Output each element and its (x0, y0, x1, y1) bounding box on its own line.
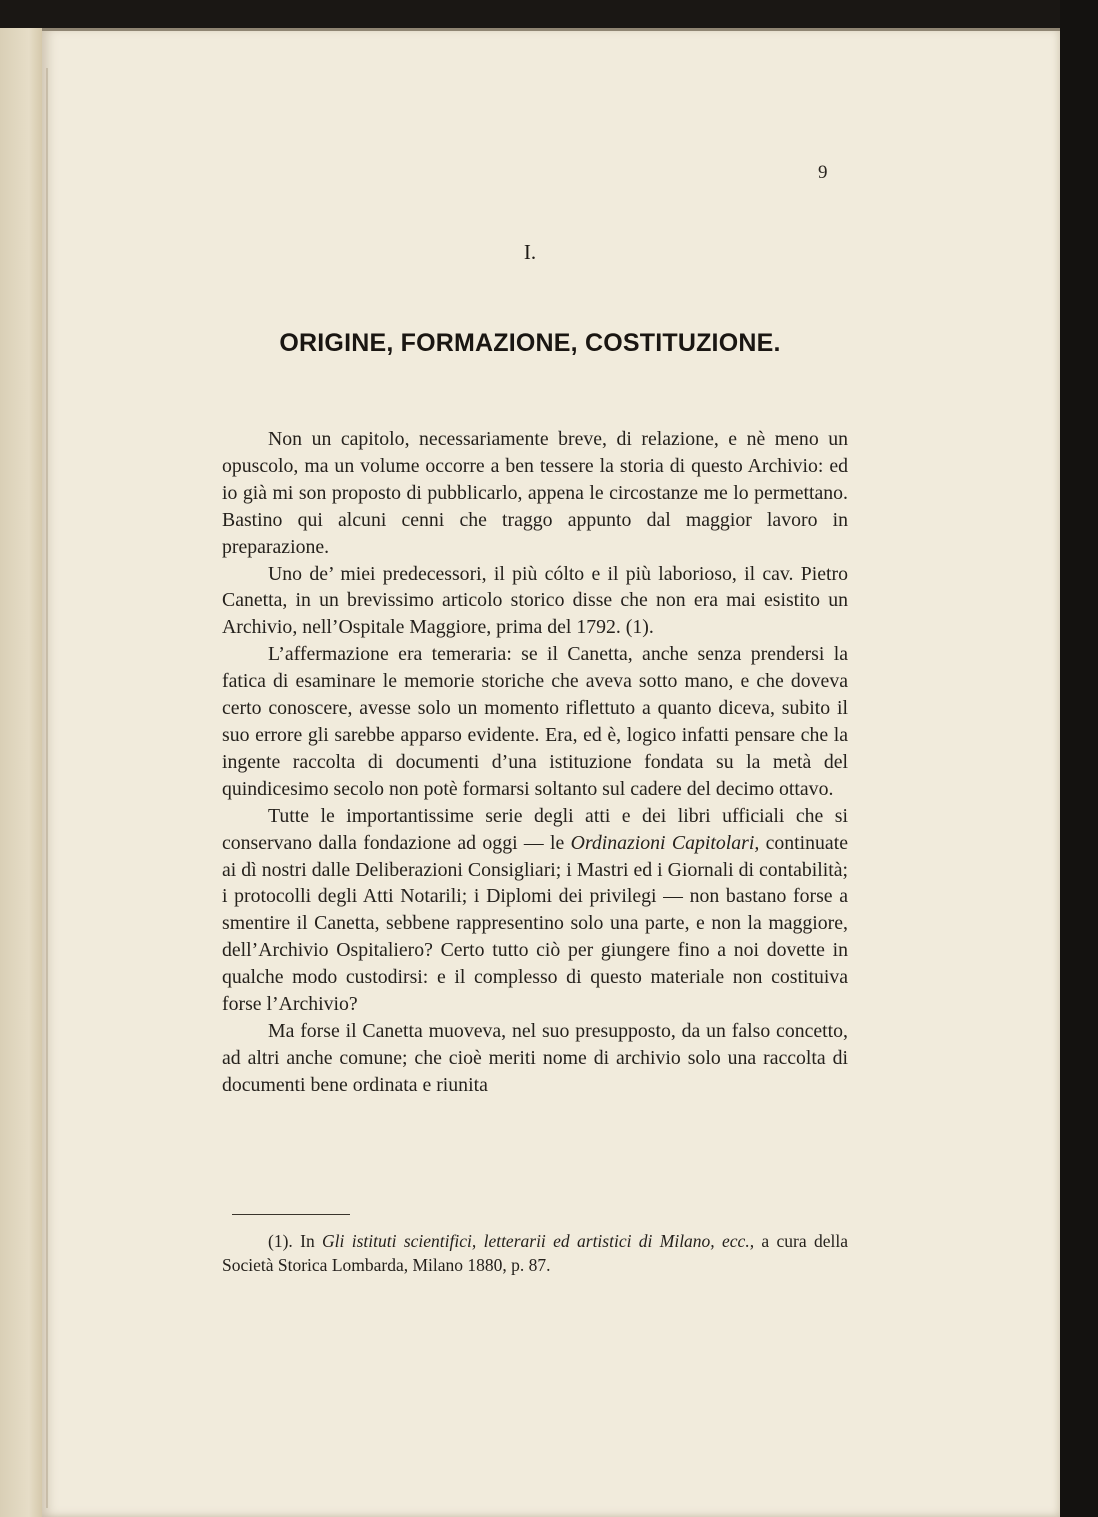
scan-background-edge (1060, 0, 1098, 1517)
footnote-italic-title: Gli istituti scientifici, letterarii ed artistici di Milano, ecc., (322, 1231, 755, 1251)
footnote-text: a cura della Società Storica Lombarda, Milano 1880, p. 87. (222, 1231, 848, 1275)
page-number: 9 (818, 162, 828, 183)
footnote-rule (232, 1214, 350, 1215)
paragraph: Uno de’ miei predecessori, il più cólto e il più laborioso, il cav. Pietro Canetta, in un brevissimo articolo storico disse che non era mai esistito un Archivio, nell’Ospitale Maggiore, prima del 1792. (1). (222, 562, 848, 639)
footnote-marker: (1). In (268, 1231, 323, 1251)
body-text (222, 426, 848, 1099)
page-top-edge (42, 28, 1060, 31)
footnote (222, 1229, 848, 1277)
binding-gutter (46, 68, 48, 1508)
chapter-number: I. (523, 240, 537, 264)
paragraph: L’affermazione era temeraria: se il Canetta, anche senza prendersi la fatica di esaminare le memorie storiche che aveva sotto mano, e che doveva certo conoscere, avesse solo un momento riflettuto a quanto diceva, subito il suo errore gli sarebbe apparso evidente. Era, ed è, logico infatti pensare che la ingente raccolta di documenti d’una istituzione fondata su la metà del quindicesimo secolo non potè formarsi soltanto sul cadere del decimo ottavo. (222, 643, 848, 800)
paragraph-text: continuate ai dì nostri dalle Deliberazioni Consigliari; i Mastri ed i Giornali di contabilità; i protocolli degli Atti Notarili; i Diplomi dei privilegi — non bastano forse a smentire il Canetta, sebbene rappresentino solo una parte, e non la maggiore, dell’Archivio Ospitaliero? Certo tutto ciò per giungere fino a noi dovette in qualche modo custodirsi: e il complesso di questo materiale non costituiva forse l’Archivio? (222, 831, 848, 1016)
paragraph (222, 803, 848, 1018)
paragraph-text: Tutte le importantissime serie degli atti e dei libri ufficiali che si conservano dalla fondazione ad oggi — le (222, 804, 848, 854)
italic-title: Ordinazioni Capitolari, (570, 831, 760, 854)
paragraph: Ma forse il Canetta muoveva, nel suo presupposto, da un falso concetto, ad altri anche comune; che cioè meriti nome di archivio solo una raccolta di documenti bene ordinata e riunita (222, 1019, 848, 1096)
paragraph: Non un capitolo, necessariamente breve, di relazione, e nè meno un opuscolo, ma un volume occorre a ben tessere la storia di questo Archivio: ed io già mi son proposto di pubblicarlo, appena le circostanze me lo permettano. Bastino qui alcuni cenni che traggo appunto dal maggior lavoro in preparazione. (222, 428, 848, 558)
chapter-title: ORIGINE, FORMAZIONE, COSTITUZIONE. (279, 329, 781, 357)
